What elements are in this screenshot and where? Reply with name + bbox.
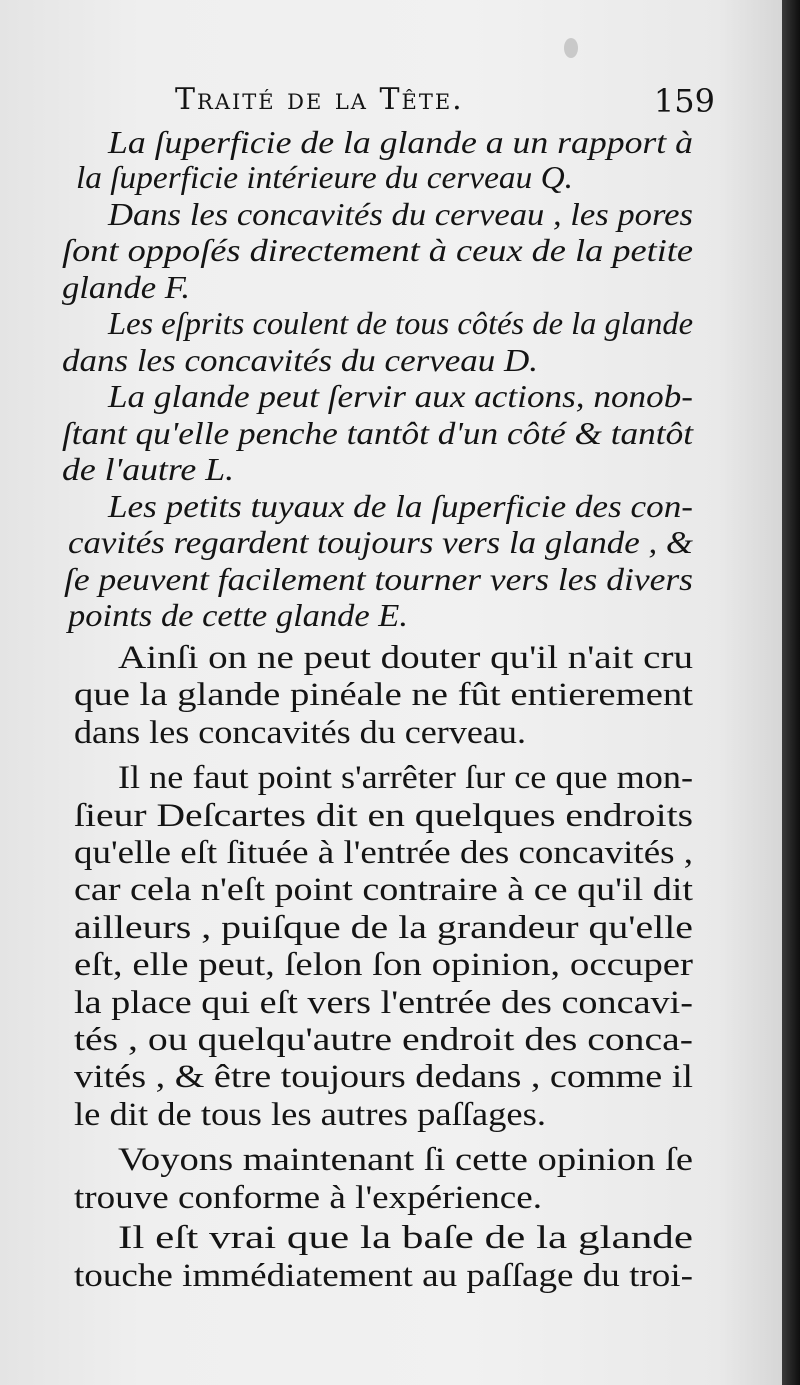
text-line: de l'autre L. — [62, 451, 235, 487]
text-line: points de cette glande E. — [68, 597, 408, 633]
text-line: ſe peuvent facilement tourner vers les divers — [64, 561, 693, 597]
text-line: la ſuperficie intérieure du cerveau Q. — [76, 159, 573, 195]
page-number: 159 — [653, 82, 715, 120]
text-line: cavités regardent toujours vers la glande , & — [68, 524, 693, 560]
text-line: glande F. — [62, 269, 190, 305]
text-line: ſtant qu'elle penche tantôt d'un côté & tantôt — [62, 415, 693, 451]
text-line: la place qui eſt vers l'entrée des concavi- — [74, 985, 693, 1021]
text-line: vités , & être toujours dedans , comme il — [74, 1059, 693, 1095]
text-line: car cela n'eſt point contraire à ce qu'il dit — [74, 872, 693, 908]
text-line: trouve conforme à l'expérience. — [74, 1180, 542, 1216]
text-line: La glande peut ſervir aux actions, nonob- — [108, 378, 693, 414]
text-line: dans les concavités du cerveau. — [74, 715, 526, 751]
text-line: que la glande pinéale ne fût entierement — [74, 677, 693, 713]
text-line: Il eſt vrai que la baſe de la glande — [118, 1220, 693, 1256]
text-line: le dit de tous les autres paſſages. — [74, 1097, 546, 1133]
text-line: La ſuperficie de la glande a un rapport à — [108, 124, 693, 160]
text-line: ſieur Deſcartes dit en quelques endroits — [74, 798, 693, 834]
text-line: eſt, elle peut, ſelon ſon opinion, occuper — [74, 947, 693, 983]
text-line: Dans les concavités du cerveau , les pores — [108, 196, 693, 232]
text-line: Les petits tuyaux de la ſuperficie des con- — [108, 488, 693, 524]
text-line: Les eſprits coulent de tous côtés de la glande — [108, 305, 693, 341]
text-line: Voyons maintenant ſi cette opinion ſe — [118, 1142, 693, 1178]
text-line: qu'elle eſt ſituée à l'entrée des concavités , — [74, 835, 693, 871]
text-line: tés , ou quelqu'autre endroit des conca- — [74, 1022, 693, 1058]
text-line: Il ne faut point s'arrêter ſur ce que mon- — [118, 760, 693, 796]
text-line: dans les concavités du cerveau D. — [62, 342, 538, 378]
running-title: Traité de la Tête. — [175, 82, 464, 117]
page-edge-shadow — [782, 0, 800, 1385]
text-line: touche immédiatement au paſſage du troi- — [74, 1258, 693, 1294]
text-line: Ainſi on ne peut douter qu'il n'ait cru — [118, 640, 693, 676]
text-line: ailleurs , puiſque de la grandeur qu'elle — [74, 910, 693, 946]
text-line: ſont oppoſés directement à ceux de la petite — [62, 232, 693, 268]
